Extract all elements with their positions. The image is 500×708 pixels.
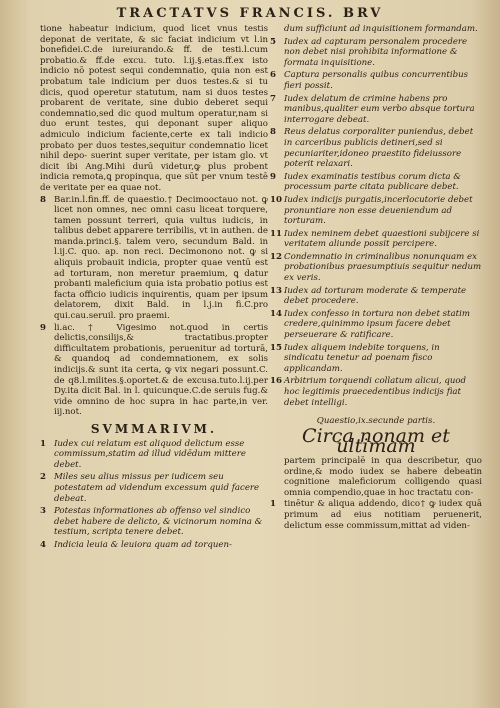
item-number: 12 xyxy=(270,251,282,262)
item-text: Iudex ad capturam personalem procedere non debet nisi prohibita informatione & formata inquisitione. xyxy=(284,36,468,68)
item-number: 16 xyxy=(270,376,282,387)
item-number: 5 xyxy=(270,36,276,47)
item-text: Condemnatio in criminalibus nonunquam ex probationibus praesumptiuis sequitur nedum ex veris. xyxy=(284,251,482,284)
margin-number: 9 xyxy=(40,322,46,333)
item-text: Iudex neminem debet quaestioni subijcere si veritatem aliunde possit percipere. xyxy=(284,228,480,250)
item-text: dum sufficiunt ad inquisitionem formandam. xyxy=(284,24,478,34)
numbered-paragraph xyxy=(270,499,482,531)
item-text: Captura personalis quibus concurrentibus fieri possit. xyxy=(284,70,469,91)
item-text: Potestas informationes ab offenso vel sindico debet habere de delicto, & vicinorum nomina & testium, scripta tenere debet. xyxy=(54,506,263,538)
summary-item xyxy=(40,506,268,538)
item-number: 1 xyxy=(40,438,46,449)
summary-item xyxy=(270,343,482,375)
paragraph-text: partem principalē in qua describetur, quo ordine,& modo iudex se habere debeatin cognitione maleficiorum colligendo quasi omnia compendio,quae in hoc tractatu con- xyxy=(284,455,482,498)
item-number: 14 xyxy=(270,308,282,319)
item-text: Iudex confesso in tortura non debet statim credere,quinimmo ipsum facere debet perseuerare & ratificare. xyxy=(284,308,470,341)
paragraph-text: tinētur & aliqua addendo, dico† ꝙ iudex quā primum ad eius notitiam peruenerit, delictum esse commissum,mittat ad viden- xyxy=(284,499,482,531)
item-number: 7 xyxy=(270,93,276,104)
item-number: 3 xyxy=(40,506,46,517)
summary-item xyxy=(40,439,268,471)
summarium-title: SVMMARIVM. xyxy=(90,421,218,436)
summary-item xyxy=(270,37,482,69)
item-number: 2 xyxy=(40,472,46,483)
summary-item xyxy=(270,229,482,250)
paragraph-text: li.ac. † Vigesimo not.quod in certis delictis,consilijs,& tractatibus.propter difficultatem probationis, peruenitur ad torturā, & quandoꝗ ad condemnationem, ex solis indicijs.& sunt ita certa, ꝙ vix negari possunt.C. de q8.l.milites.§.oportet.& de excusa.tuto.l.ij.per Dy.ita dicit Bal. in l. quicunque.C.de seruis fug.& vide omnino de hoc supra in hac parte,in ver. iij.not. xyxy=(54,322,268,418)
running-header: TRACTATVS FRANCIS. BRV xyxy=(116,6,384,21)
summary-item xyxy=(270,309,482,341)
item-text: Iudex indicijs purgatis,incerlocutorie debet pronuntiare non esse deueniendum ad torturam. xyxy=(284,194,473,227)
numbered-paragraph xyxy=(40,195,268,322)
item-text: Iudex aliquem indebite torquens, in sindicatu tenetur ad poenam fisco applicandam. xyxy=(284,342,440,374)
item-number: 11 xyxy=(270,228,282,239)
summary-item xyxy=(40,540,268,551)
item-number: 9 xyxy=(270,171,276,182)
summary-item xyxy=(270,24,482,35)
summary-item xyxy=(270,94,482,126)
item-text: Arbitrium torquendi collatum alicui, quod hoc legitimis praecedentibus indicijs fiat debet intelligi. xyxy=(284,376,467,408)
item-text: Miles seu alius missus per iudicem seu potestatem ad videndum excessum quid facere debeat. xyxy=(54,472,260,504)
item-number: 6 xyxy=(270,70,276,81)
summary-item xyxy=(270,376,482,408)
left-column xyxy=(40,24,268,553)
item-number: 13 xyxy=(270,285,282,296)
summary-item xyxy=(270,252,482,284)
summary-item xyxy=(270,127,482,169)
summary-item xyxy=(270,286,482,307)
paragraph-text: Bar.in.l.fin.ff. de quaestio.† Decimooctauo not. ꝙ licet non omnes, nec omni casu liceat torquere, tamen possunt terreri, quia vultus iudicis, in talibus debet apparere terribilis, vt in authen. de manda.princi.§. talem vero, secundum Bald. in l.ij.C. quo. ap. non reci. Decimonono not. ꝙ si aliquis probauit indicia, propter quae ventū est ad torturam, non meretur praemium, ꝗ datur probanti maleficium quia ista probatio potius est facta officio iudicis inquirentis, quam per ipsum delatorem, dixit Bald. in l.j.in fi.C.pro qui.cau.seruil. pro praemi. xyxy=(54,194,268,322)
numbered-paragraph xyxy=(270,456,482,498)
item-text: Iudex examinatis testibus corum dicta & processum parte citata publicare debet. xyxy=(284,171,461,193)
item-text: Iudex cui relatum est aliquod delictum esse commissum,statim ad illud vidēdum mittere debet. xyxy=(54,438,246,470)
item-number: 8 xyxy=(270,127,276,138)
quaestio-heading: Quaestio,ix.secunde partis. xyxy=(316,416,436,427)
summary-item xyxy=(40,472,268,504)
item-text: Iudex ad torturam moderate & temperate debet procedere. xyxy=(284,285,467,307)
item-number: 15 xyxy=(270,342,282,353)
item-number: 4 xyxy=(40,539,46,550)
summary-item xyxy=(270,195,482,227)
numbered-paragraph xyxy=(40,323,268,418)
summary-item xyxy=(270,172,482,193)
item-number: 10 xyxy=(270,194,282,205)
right-column xyxy=(270,24,482,532)
item-text: Iudex delatum de crimine habens pro manibus,qualiter eum verbo absque tortura interrogare debeat. xyxy=(284,93,475,125)
item-text: Indicia leuia & leuiora quam ad torquen- xyxy=(54,539,232,550)
body-paragraph: tione habeatur indicium, quod licet vnus testis deponat de veritate, & sic faciat indicium vt l.in bonefidei.C.de iureiurando.& ff. de testi.l.cum probatio.& ff.de excu. tuto. l.ij.§.etas.ff.ex isto indicio nō potest sequi condemnatio, quia non est probatum tale indicium per duos testes.& si tu dicis, quod operetur statutum, nam si duos testes probarent de veritate, sine dubio deberet sequi condemnatio,sed dic quod multum operatur,nam si duo erunt testes, qui deponant super aliquo admiculo indicium faciente,certe ex tali indicio probato per duos testes,sequitur condemnatio licet nihil depo- suerint super veritate, per istam glo. vt dicit ibi Ang.Mihi durū videtur,ꝙ plus probent indicia remota,ꝗ propinqua, que sūt per vnum testē de veritate per ea quae not. xyxy=(40,24,268,193)
section-title: Circa nonam et ultimam xyxy=(302,424,450,458)
margin-number: 8 xyxy=(40,194,46,205)
margin-number: 1 xyxy=(270,499,276,510)
item-text: Reus delatus corporaliter puniendus, debet in carceribus publicis detineri,sed si pecuniariter,idoneo praestito fideiussore poterit relaxari. xyxy=(284,127,474,170)
summary-item xyxy=(270,70,482,91)
